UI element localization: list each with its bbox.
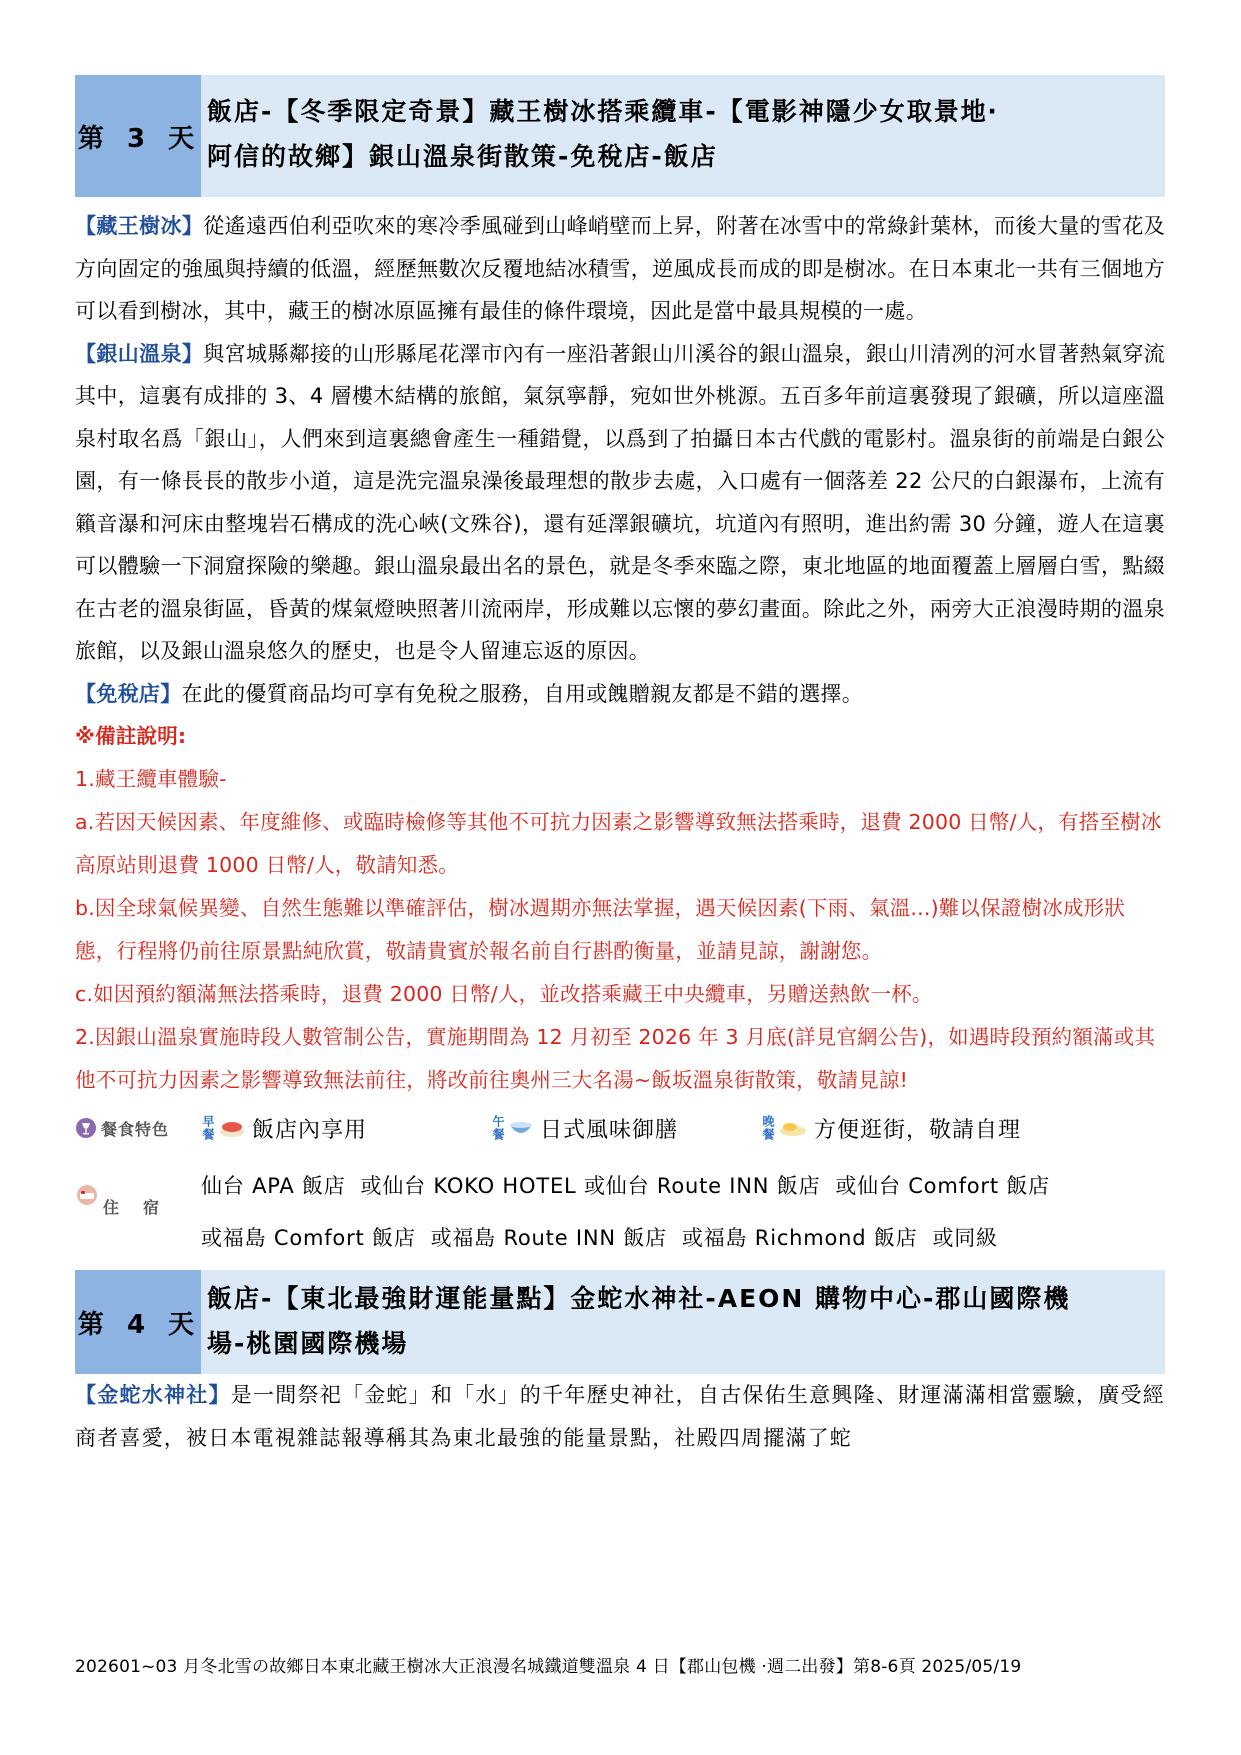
hotel-line2: 或福島 Comfort 飯店 或福島 Route INN 飯店 或福島 Richmond 飯店 或同級 xyxy=(201,1226,998,1250)
meals-badge-label: 餐食特色 xyxy=(101,1119,170,1139)
day4-title-line2: 場-桃園國際機場 xyxy=(207,1329,409,1358)
dinner-text: 方便逛街，敬請自理 xyxy=(814,1117,1022,1143)
meals-row xyxy=(75,1102,1165,1154)
hotel-badge-label: 住 宿 xyxy=(103,1198,164,1217)
meals-badge xyxy=(75,1117,201,1140)
breakfast-text: 飯店內享用 xyxy=(252,1117,368,1143)
bowl-icon xyxy=(508,1117,534,1139)
day3-title-line2: 阿信的故鄉】銀山溫泉街散策-免稅店-飯店 xyxy=(207,142,718,171)
day4-label: 第 4 天 xyxy=(75,1270,201,1374)
lunch-text: 日式風味御膳 xyxy=(540,1117,679,1143)
lunch-item xyxy=(491,1113,761,1144)
lunch-icon xyxy=(491,1115,504,1141)
note-2: 2.因銀山溫泉實施時段人數管制公告，實施期間為 12 月初至 2026 年 3 月底(詳見官網公告)，如遇時段預約額滿或其他不可抗力因素之影響導致無法前往，將改前往奧州三大名湯~飯坂溫泉街散策，敬請見諒! xyxy=(75,1025,1156,1092)
note-1b: b.因全球氣候異變、自然生態難以準確評估，樹冰週期亦無法掌握，遇天候因素(下雨、氣溫...)難以保證樹冰成形狀態，行程將仍前往原景點純欣賞，敬請貴賓於報名前自行斟酌衡量，並請見諒，謝謝您。 xyxy=(75,896,1126,963)
day3-title xyxy=(201,75,1165,197)
hotel-list xyxy=(201,1158,1050,1264)
hotel-line1: 仙台 APA 飯店 或仙台 KOKO HOTEL 或仙台 Route INN 飯店 或仙台 Comfort 飯店 xyxy=(201,1174,1050,1198)
kanahebi-paragraph xyxy=(75,1374,1165,1459)
breakfast-icon xyxy=(201,1115,214,1141)
sushi-icon xyxy=(218,1117,246,1139)
ginzan-keyword: 【銀山溫泉】 xyxy=(75,341,204,366)
breakfast-item xyxy=(201,1113,491,1144)
dinner-item xyxy=(761,1113,1021,1144)
plate-icon xyxy=(778,1117,808,1139)
hotel-badge xyxy=(75,1158,201,1264)
day4-header xyxy=(75,1270,1165,1374)
ginzan-text: 與宮城縣鄰接的山形縣尾花澤市內有一座沿著銀山川溪谷的銀山溫泉，銀山川清冽的河水冒著熱氣穿流其中，這裏有成排的 3、4 層樓木結構的旅館，氣氛寧靜，宛如世外桃源。五百多年前這裏發現了銀礦，所以這座溫泉村取名爲「銀山」，人們來到這裏總會產生一種錯覺，以爲到了拍攝日本古代戲的電影村。溫泉街的前端是白銀公園，有一條長長的散步小道，這是洗完溫泉澡後最理想的散步去處，入口處有一個落差 22 公尺的白銀瀑布，上流有籟音瀑和河床由整塊岩石構成的洗心峽(文殊谷)，還有延澤銀礦坑，坑道內有照明，進出約需 30 分鐘，遊人在這裏可以體驗一下洞窟探險的樂趣。銀山溫泉最出名的景色，就是冬季來臨之際，東北地區的地面覆蓋上層層白雪，點綴在古老的溫泉街區，昏黃的煤氣燈映照著川流兩岸，形成難以忘懷的夢幻畫面。除此之外，兩旁大正浪漫時期的溫泉旅館，以及銀山溫泉悠久的歷史，也是令人留連忘返的原因。 xyxy=(75,341,1165,663)
ginzan-paragraph xyxy=(75,333,1165,673)
dutyfree-keyword: 【免稅店】 xyxy=(75,681,182,706)
dutyfree-paragraph xyxy=(75,673,1165,716)
dutyfree-text: 在此的優質商品均可享有免稅之服務，自用或餽贈親友都是不錯的選擇。 xyxy=(181,681,864,706)
page-footer: 202601~03 月冬北雪の故鄉日本東北藏王樹冰大正浪漫名城鐵道雙溫泉 4 日【郡山包機 ‧週二出發】第8-6頁 2025/05/19 xyxy=(75,1657,1022,1677)
lunch-tag: 午餐 xyxy=(491,1115,505,1141)
notes-title: ※備註說明: xyxy=(75,724,187,748)
kanahebi-text: 是一間祭祀「金蛇」和「水」的千年歷史神社，自古保佑生意興隆、財運滿滿相當靈驗，廣受經商者喜愛，被日本電視雜誌報導稱其為東北最強的能量景點，社殿四周擺滿了蛇 xyxy=(75,1383,1165,1450)
note-1c: c.如因預約額滿無法搭乘時，退費 2000 日幣/人，並改搭乘藏王中央纜車，另贈送熱飲一杯。 xyxy=(75,982,933,1006)
bed-icon xyxy=(75,1184,99,1206)
day4-title-line1: 飯店-【東北最強財運能量點】金蛇水神社-AEON 購物中心-郡山國際機 xyxy=(207,1284,1071,1313)
kanahebi-keyword: 【金蛇水神社】 xyxy=(75,1383,231,1407)
zao-keyword: 【藏王樹冰】 xyxy=(75,214,204,238)
wine-glass-icon xyxy=(75,1117,97,1139)
day3-label: 第 3 天 xyxy=(75,75,201,197)
zao-paragraph xyxy=(75,205,1165,333)
note-1a: a.若因天候因素、年度維修、或臨時檢修等其他不可抗力因素之影響導致無法搭乘時，退費 2000 日幣/人，有搭至樹冰高原站則退費 1000 日幣/人，敬請知悉。 xyxy=(75,810,1162,877)
zao-text: 從遙遠西伯利亞吹來的寒冷季風碰到山峰峭壁而上昇，附著在冰雪中的常綠針葉林，而後大量的雪花及方向固定的強風與持續的低溫，經歷無數次反覆地結冰積雪，逆風成長而成的即是樹冰。在日本東北一共有三個地方可以看到樹冰，其中，藏王的樹冰原區擁有最佳的條件環境，因此是當中最具規模的一處。 xyxy=(75,214,1165,323)
itinerary-page xyxy=(75,75,1165,1459)
note-1: 1.藏王纜車體驗- xyxy=(75,767,227,791)
breakfast-tag: 早餐 xyxy=(201,1115,215,1141)
day4-title xyxy=(201,1270,1165,1374)
dinner-tag: 晚餐 xyxy=(761,1115,775,1141)
hotel-row xyxy=(75,1158,1165,1264)
dinner-icon xyxy=(761,1115,774,1141)
day3-header xyxy=(75,75,1165,197)
day3-title-line1: 飯店-【冬季限定奇景】藏王樹冰搭乘纜車-【電影神隱少女取景地‧ xyxy=(207,97,999,126)
